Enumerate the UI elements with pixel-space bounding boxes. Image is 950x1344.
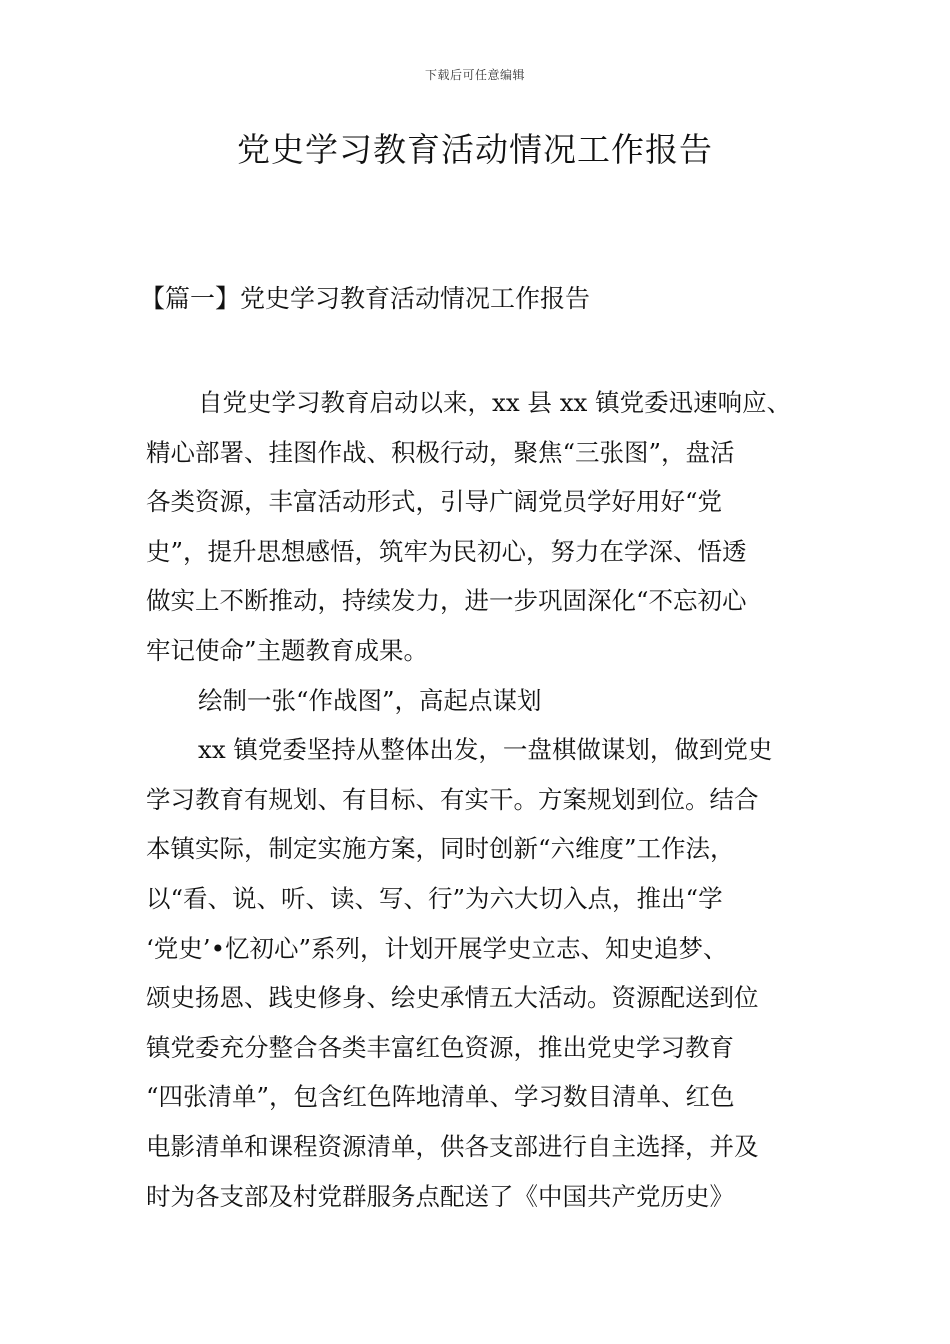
body-line: 时为各支部及村党群服务点配送了《中国共产党历史》 xyxy=(146,1181,734,1211)
body-line: 做实上不断推动，持续发力，进一步巩固深化“不忘初心 xyxy=(146,586,747,616)
body-line: 颂史扬恩、践史修身、绘史承情五大活动。资源配送到位 xyxy=(146,983,759,1013)
body-line: 学习教育有规划、有目标、有实干。方案规划到位。结合 xyxy=(146,784,759,814)
body-line: 精心部署、挂图作战、积极行动，聚焦“三张图”，盘活 xyxy=(146,437,735,467)
body-line: 绘制一张“作战图”，高起点谋划 xyxy=(198,685,542,715)
section-heading: 【篇一】党史学习教育活动情况工作报告 xyxy=(140,284,591,313)
header-note: 下载后可任意编辑 xyxy=(424,68,525,82)
body-line: “四张清单”，包含红色阵地清单、学习数目清单、红色 xyxy=(146,1082,735,1112)
body-line: 各类资源，丰富活动形式，引导广阔党员学好用好“党 xyxy=(146,487,723,517)
body-line: 电影清单和课程资源清单，供各支部进行自主选择，并及 xyxy=(146,1131,759,1161)
document-title: 党史学习教育活动情况工作报告 xyxy=(237,130,713,169)
body-text xyxy=(146,378,826,1221)
body-line: 自党史学习教育启动以来，xx 县 xx 镇党委迅速响应、 xyxy=(198,388,792,417)
body-line: xx 镇党委坚持从整体出发，一盘棋做谋划，做到党史 xyxy=(198,735,773,765)
body-line: 镇党委充分整合各类丰富红色资源，推出党史学习教育 xyxy=(146,1032,734,1062)
body-line: 史”，提升思想感悟，筑牢为民初心，努力在学深、悟透 xyxy=(146,536,747,566)
body-line: ‘党史’•忆初心”系列，计划开展学史立志、知史追梦、 xyxy=(146,933,728,963)
body-line: 牢记使命”主题教育成果。 xyxy=(146,635,429,665)
body-line: 以“看、说、听、读、写、行”为六大切入点，推出“学 xyxy=(146,883,723,913)
body-line: 本镇实际，制定实施方案，同时创新“六维度”工作法， xyxy=(146,834,735,864)
